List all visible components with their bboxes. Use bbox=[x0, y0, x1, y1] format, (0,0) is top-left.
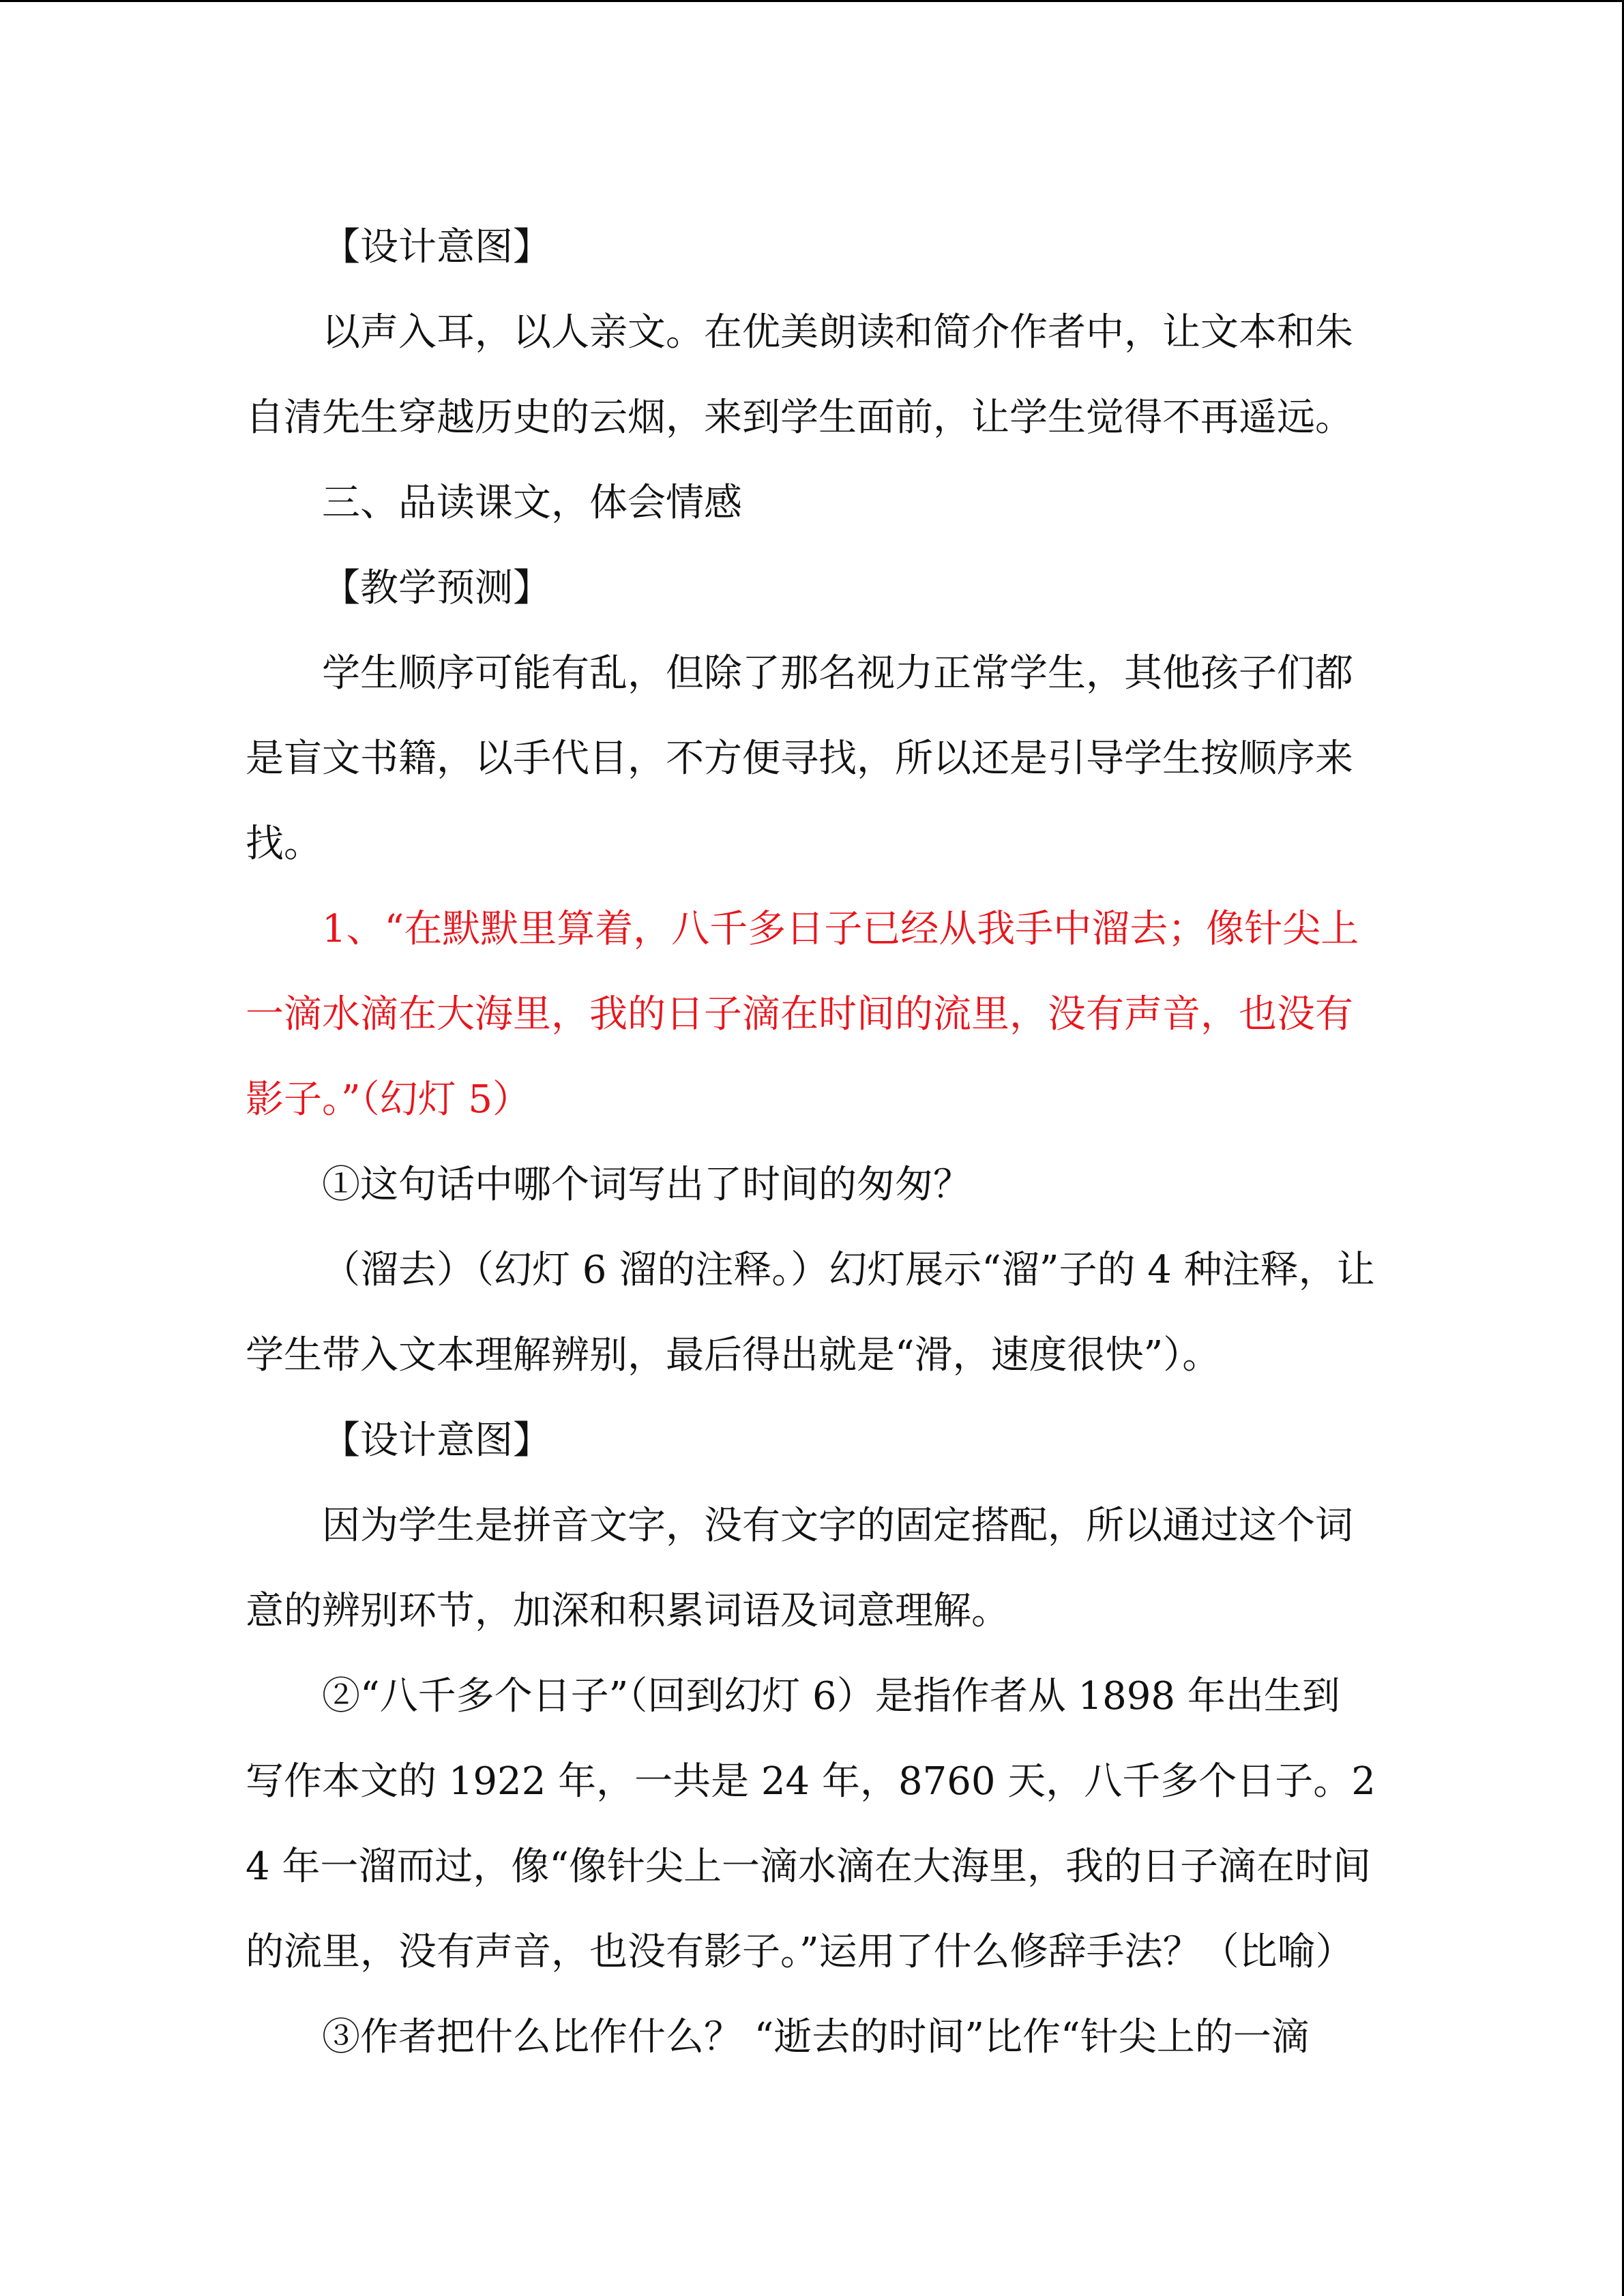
heading-design-intent-1: 【设计意图】 bbox=[322, 225, 551, 269]
question-3: ③作者把什么比作什么？ “逝去的时间”比作“针尖上的一滴 bbox=[322, 2015, 1310, 2059]
heading-design-intent-2: 【设计意图】 bbox=[322, 1418, 551, 1463]
question-1: ①这句话中哪个词写出了时间的匆匆？ bbox=[322, 1163, 971, 1207]
page-top-border bbox=[0, 0, 1624, 2]
paragraph-design-intent-2: 因为学生是拼音文字，没有文字的固定搭配，所以通过这个词意的辨别环节，加深和积累词语及词意理解。 bbox=[246, 1504, 1353, 1633]
document-page bbox=[246, 205, 1378, 2080]
section-heading-3: 三、品读课文，体会情感 bbox=[322, 481, 742, 525]
paragraph-teaching-prediction: 学生顺序可能有乱，但除了那名视力正常学生，其他孩子们都是盲文书籍，以手代目，不方便寻找，所以还是引导学生按顺序来找。 bbox=[246, 651, 1353, 866]
question-2: ②“八千多个日子”（回到幻灯 6）是指作者从 1898 年出生到写作本文的 1922 年，一共是 24 年，8760 天，八千多个日子。24 年一溜而过，像“像针尖上一滴水滴在大海里，我的日子滴在时间的流里，没有声音，也没有影子。”运用了什么修辞手法？（比喻） bbox=[246, 1674, 1376, 1974]
answer-1: （溜去）（幻灯 6 溜的注释。）幻灯展示“溜”子的 4 种注释，让学生带入文本理解辨别，最后得出就是“滑，速度很快”）。 bbox=[246, 1248, 1375, 1377]
paragraph-design-intent-1: 以声入耳，以人亲文。在优美朗读和简介作者中，让文本和朱自清先生穿越历史的云烟，来到学生面前，让学生觉得不再遥远。 bbox=[246, 310, 1353, 440]
quoted-passage-red: 1、“在默默里算着，八千多日子已经从我手中溜去；像针尖上一滴水滴在大海里，我的日子滴在时间的流里，没有声音，也没有影子。”（幻灯 5） bbox=[246, 907, 1359, 1122]
heading-teaching-prediction: 【教学预测】 bbox=[322, 566, 551, 610]
